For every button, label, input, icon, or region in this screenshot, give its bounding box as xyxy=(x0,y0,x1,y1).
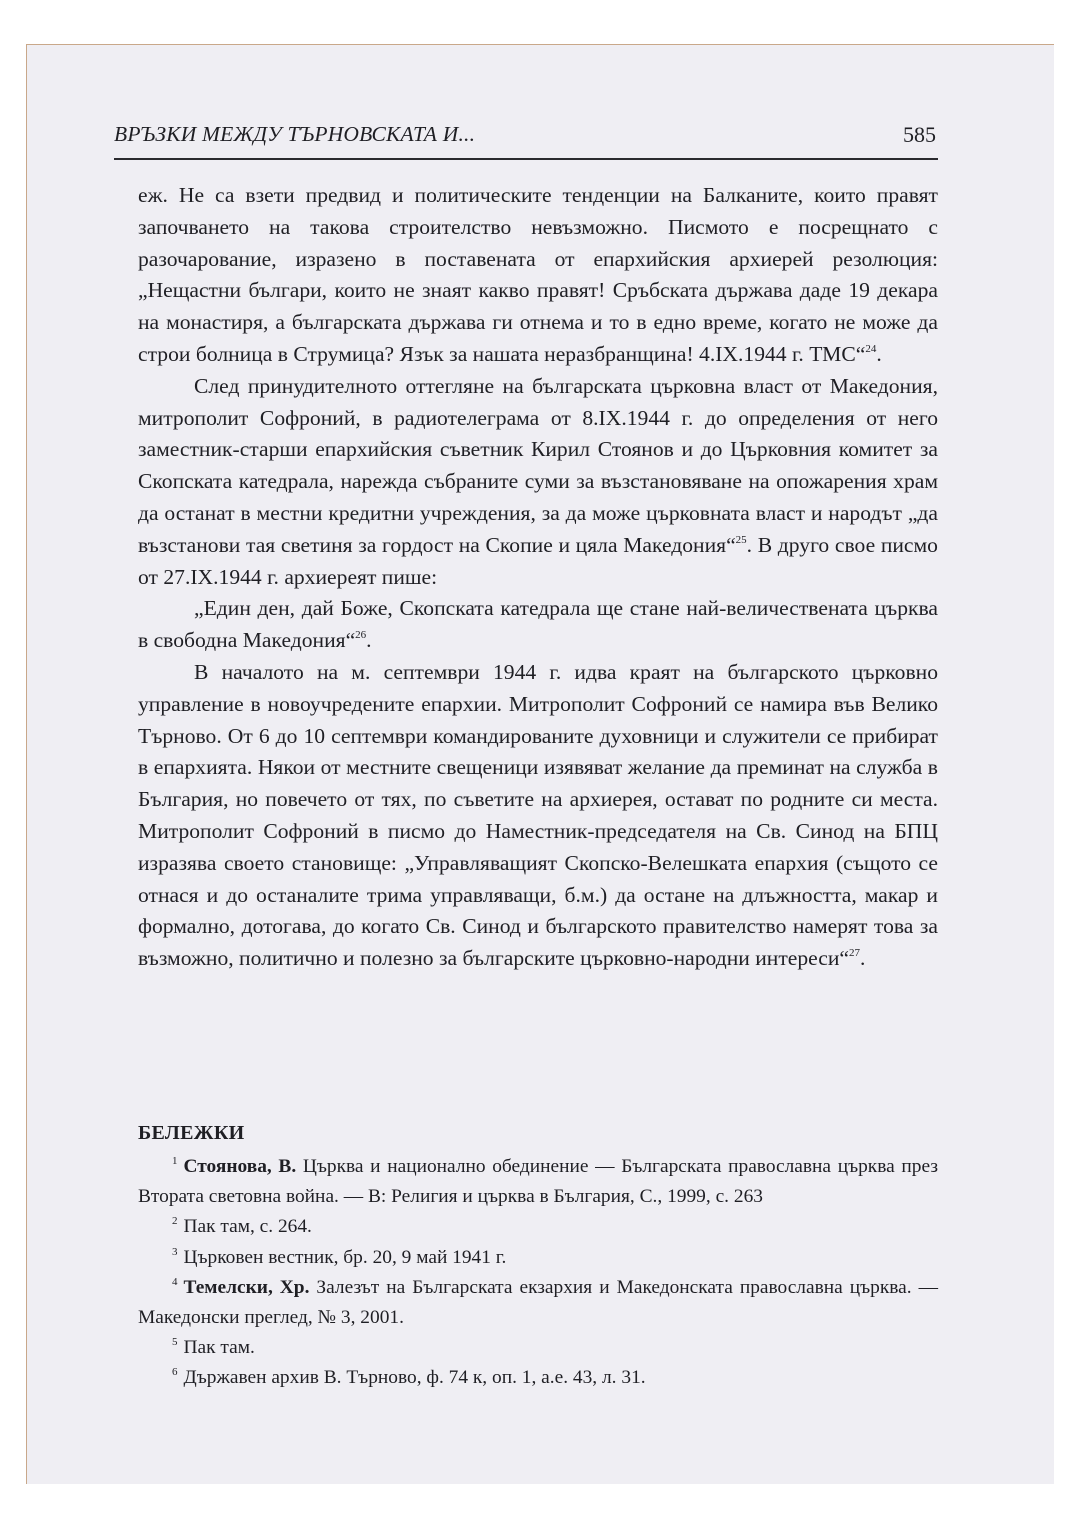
paragraph-text: еж. Не са взети предвид и политическите тенденции на Балканите, които правят започването на такова строителство невъзможно. Писмото е посрещнато с разочарование, изразено в поставената от епархийския архиерей резолюция: „Нещастни българи, които не знаят какво правят! Сръбската държава даде 19 декара на монастиря, а българската държава ги отнема и то в едно време, когато не може да строи болница в Струмица? Язък за нашата неразбранщина! 4.IX.1944 г. ТМС“ xyxy=(138,183,938,366)
footnote-item xyxy=(138,1243,938,1273)
footnote-item xyxy=(138,1363,938,1393)
footnote-text: Пак там, с. 264. xyxy=(183,1216,312,1238)
footnote-ref: 26 xyxy=(355,629,367,642)
footnote-number: 2 xyxy=(172,1215,178,1228)
footnote-number: 3 xyxy=(172,1245,178,1258)
footnote-text: Църква и национално обединение — Българската православна църква през Втората световна война. — В: Религия и църква в България, С., 1999, с. 263 xyxy=(138,1156,938,1208)
notes-heading: БЕЛЕЖКИ xyxy=(138,1122,245,1144)
footnote-ref: 27 xyxy=(849,947,861,960)
footnote-number: 5 xyxy=(172,1336,178,1349)
paragraph-text: „Един ден, дай Боже, Скопската катедрала ще стане най-величествената църква в свободна Македония“ xyxy=(138,596,938,653)
footnote-text: Църковен вестник, бр. 20, 9 май 1941 г. xyxy=(183,1246,507,1268)
running-header xyxy=(114,118,938,160)
scan-margin-left xyxy=(0,0,26,1528)
footnote-ref: 24 xyxy=(865,342,877,355)
page-number: 585 xyxy=(903,122,936,147)
footnote-text: Залезът на Българската екзархия и Македонската православна църква. — Македонски преглед, № 3, 2001. xyxy=(138,1276,938,1329)
footnote-item xyxy=(138,1152,938,1212)
footnote-ref: 25 xyxy=(735,533,747,546)
footnotes-list xyxy=(138,1152,938,1394)
paragraph-2 xyxy=(138,371,938,594)
footnote-item xyxy=(138,1212,938,1242)
quote-paragraph: „Един ден, дай Боже, Скопската катедрала ще стане най-величествената църква в свободна Македония“$^{26}$. xyxy=(138,596,938,653)
footnote-number: 1 xyxy=(172,1155,178,1167)
footnote-author: Стоянова, В. xyxy=(183,1156,297,1177)
paragraph-text: В началото на м. септември 1944 г. идва краят на българското църковно управление в новоучредените епархии. Митрополит Софроний се намира във Велико Търново. От 6 до 10 септември командированите духовници и служители се прибират в епархията. Някои от местните свещеници изявяват желание да преминат на служба в България, но повечето от тях, по съветите на архиерея, остават по родните си места. Митрополит Софроний в писмо до Наместник-председателя на Св. Синод на БПЦ изразява своето становище: „Управляващият Скопско-Велешката епархия (същото се отнася и до останалите трима управляващи, б.м.) да остане на длъжността, макар и формално, дотогава, до когато Св. Синод и българското правителство намерят това за възможно, политично и полезно за българските църковно-народни интереси“ xyxy=(138,659,938,971)
paragraph-4: В началото на м. септември 1944 г. идва краят на българското църковно управление в новоучредените епархии. Митрополит Софроний се намира във Велико Търново. От 6 до 10 септември командированите духовници и служители се прибират в епархията. Някои от местните свещеници изявяват желание да преминат на служба в България, но повечето от тях, по съветите на архиерея, остават по родните си места. Митрополит Софроний в писмо до Наместник-председателя на Св. Синод на БПЦ изразява своето становище: „Управляващият Скопско-Велешката епархия (същото се отнася и до останалите трима управляващи, б.м.) да остане на длъжността, макар и формално, дотогава, до когато Св. Синод и българското правителство намерят това за възможно, политично и полезно за българските църковно-народни интереси“$^{27}$. xyxy=(138,659,938,971)
paragraph-1: еж. Не са взети предвид и политическите тенденции на Балканите, които правят започването на такова строителство невъзможно. Писмото е посрещнато с разочарование, изразено в поставената от епархийския архиерей резолюция: „Нещастни българи, които не знаят какво правят! Сръбската държава даде 19 декара на монастиря, а българската държава ги отнема и то в едно време, когато не може да строи болница в Струмица? Язък за нашата неразбранщина! 4.IX.1944 г. ТМС“$^{24}$. xyxy=(138,183,938,366)
footnote-text: Държавен архив В. Търново, ф. 74 к, оп. 1, а.е. 43, л. 31. xyxy=(183,1367,646,1389)
paragraph-text: След принудителното оттегляне на българската църковна власт от Македония, митрополит Софроний, в радиотелеграма от 8.IX.1944 г. до определения от него заместник-старши епархийския съветник Кирил Стоянов и до Църковния комитет за Скопската катедрала, нарежда събраните суми за възстановяване на опожарения храм да останат в местни кредитни учреждения, за да може църковната власт и народът „да възстанови тая светиня за гордост на Скопие и цяла Македония“ xyxy=(138,373,938,557)
footnote-author: Темелски, Хр. xyxy=(183,1276,310,1298)
footnote-number: 6 xyxy=(172,1366,178,1379)
footnote-item xyxy=(138,1333,938,1363)
running-title: ВРЪЗКИ МЕЖДУ ТЪРНОВСКАТА И... xyxy=(114,122,476,146)
paragraph-text: . В друго свое писмо от 27.IX.1944 г. архиереят пише: xyxy=(138,532,938,589)
footnote-item xyxy=(138,1273,938,1333)
footnote-text: Пак там. xyxy=(183,1337,255,1359)
footnote-number: 4 xyxy=(172,1275,178,1288)
scan-margin-top xyxy=(26,0,1080,44)
main-text xyxy=(138,180,938,975)
